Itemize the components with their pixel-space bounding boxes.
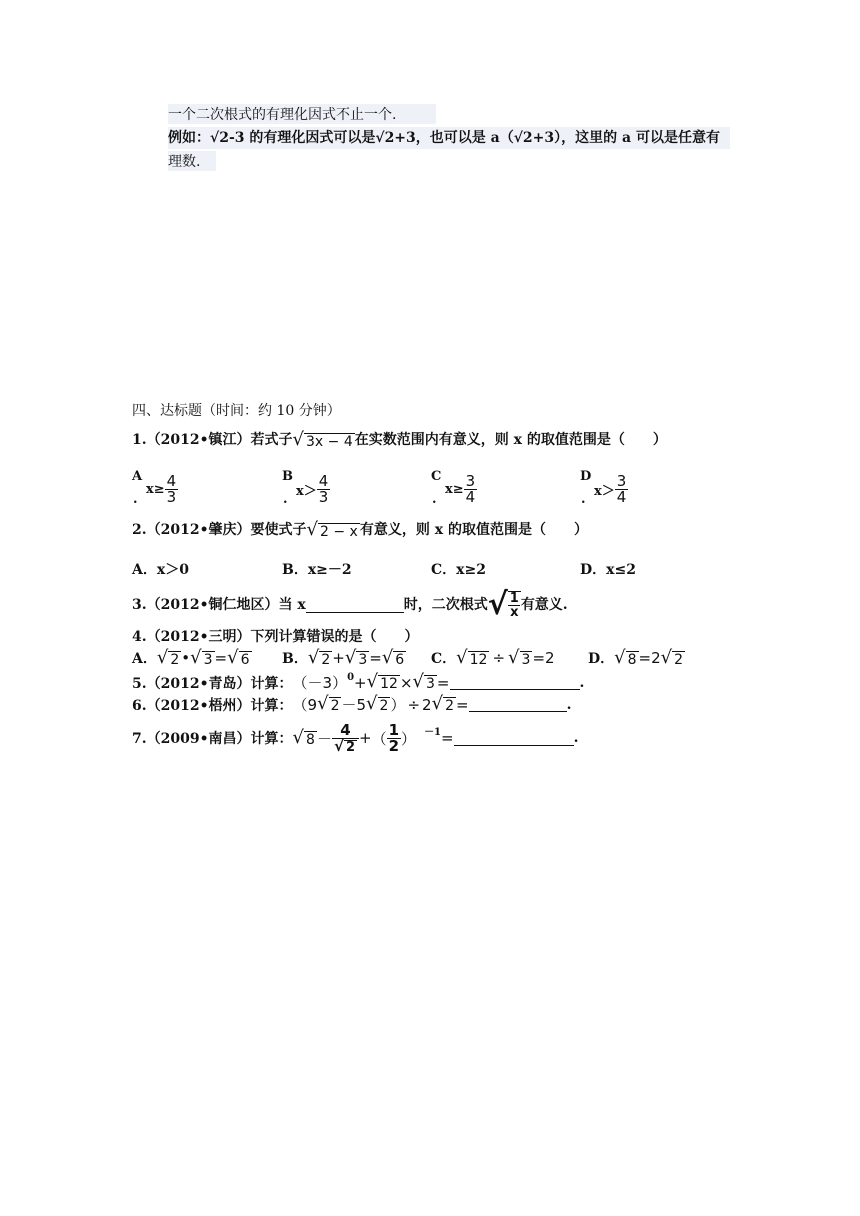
- q4-a-radicand-2: 3: [203, 651, 213, 668]
- q6-end: .: [566, 696, 572, 713]
- q1-option-b-label: B: [282, 469, 293, 484]
- q6-eq: =: [455, 695, 469, 714]
- q4-c-op: ÷: [492, 649, 506, 667]
- question-5: [132, 672, 584, 693]
- q7-sup: －1: [424, 726, 442, 738]
- intro-text-1: 一个二次根式的有理化因式不止一个.: [168, 107, 397, 123]
- q6-radicand-1: 2: [330, 698, 340, 714]
- q4-c-radical-2: √ 3: [508, 646, 531, 668]
- q1-option-d-dot: .: [581, 492, 586, 507]
- q6-div: ÷: [407, 695, 421, 714]
- q7-frac-den-radicand: 2: [345, 739, 356, 755]
- q4-c-eq: =2: [532, 649, 555, 667]
- q7-frac-num: 4: [340, 720, 351, 739]
- q7-frac: [332, 720, 359, 755]
- question-3: [132, 587, 568, 622]
- q4-a-radical-2: √ 3: [190, 646, 213, 668]
- q4-b-radicand-1: 2: [321, 651, 331, 668]
- q4-d-radical-1: √ 8: [614, 646, 637, 668]
- q2-option-d-text: D．x≤2: [580, 562, 636, 578]
- q4-b-radicand-3: 6: [395, 651, 405, 668]
- q4-a-radicand-3: 6: [240, 651, 250, 668]
- q4-option-a-label: A．: [132, 651, 157, 667]
- q1-option-b-dot: .: [283, 492, 288, 507]
- q6-radical-2: √ 2: [366, 693, 389, 714]
- q4-b-radical-3: √ 6: [381, 646, 405, 668]
- q1-radicand: 3x − 4: [306, 433, 353, 450]
- q5-plus: +: [354, 673, 367, 692]
- q7-eq: =: [441, 729, 454, 747]
- intro-text-3: 理数.: [168, 154, 201, 170]
- q2-radical: √ 2 − x: [306, 518, 358, 540]
- q1-option-b-den: 3: [318, 488, 329, 506]
- q7-end: .: [573, 730, 579, 746]
- q2-prefix: 2.（2012•肇庆）要使式子: [132, 522, 307, 538]
- q1-option-d-rel: x＞: [594, 484, 615, 499]
- q2-option-a-text: A．x＞0: [132, 562, 189, 578]
- q1-prefix: 1.（2012•镇江）若式子: [132, 432, 293, 448]
- q6-answer-blank[interactable]: [469, 697, 567, 712]
- q1-option-a[interactable]: [132, 470, 252, 510]
- q4-c-radicand-1: 12: [469, 651, 488, 668]
- q2-option-d[interactable]: [580, 559, 636, 579]
- q4-a-op: •: [181, 649, 191, 667]
- q7-answer-blank[interactable]: [454, 731, 574, 746]
- q3-answer-blank[interactable]: [306, 598, 404, 613]
- q1-option-a-num: 4: [166, 472, 177, 490]
- q4-option-d[interactable]: [588, 648, 685, 668]
- q2-option-b-text: B．x≥－2: [282, 562, 352, 578]
- q4-b-op: +: [332, 649, 345, 667]
- q1-option-c-label: C: [431, 469, 442, 484]
- intro-line-2: [168, 127, 730, 149]
- question-1: [132, 430, 667, 450]
- q1-option-b-rel: x＞: [296, 484, 317, 499]
- q4-d-radicand-1: 8: [627, 651, 637, 668]
- q6-open: （9: [292, 696, 318, 714]
- q5-eq: =: [436, 673, 450, 692]
- q5-radicand-2: 3: [426, 676, 435, 692]
- q5-sup: 0: [347, 672, 355, 683]
- q4-c-radical-1: √ 12: [456, 646, 488, 668]
- q1-option-c-frac: [464, 474, 478, 505]
- question-2: [132, 520, 588, 540]
- q1-option-d-num: 3: [616, 472, 627, 490]
- q3-radical: √ $\frac{1}{x}$: [487, 587, 519, 622]
- question-6: [132, 694, 571, 715]
- q4-d-radical-2: √ 2: [660, 646, 684, 668]
- q7-paren-close: ）: [401, 729, 417, 748]
- q4-d-radicand-2: 2: [674, 651, 684, 668]
- intro-text-2: 例如：√2-3 的有理化因式可以是√2+3，也可以是 a（√2+3），这里的 a 可以是任意有: [168, 130, 720, 146]
- intro-line-3: [168, 151, 216, 171]
- q5-prefix: 5.（2012•青岛）计算：: [132, 675, 293, 692]
- q1-option-a-frac: [165, 474, 179, 505]
- q5-radical-2: √ 3: [412, 671, 435, 692]
- q6-radicand-2: 2: [379, 698, 389, 714]
- q1-radical: √ 3x − 4: [292, 428, 353, 450]
- q4-a-radicand-1: 2: [170, 651, 180, 668]
- q1-option-a-dot: .: [133, 492, 138, 507]
- q3-suffix: 有意义.: [520, 597, 568, 613]
- q3-frac-num: 1: [509, 591, 519, 606]
- q4-option-c[interactable]: [431, 648, 555, 668]
- q1-option-d-label: D: [580, 469, 592, 484]
- q2-option-b[interactable]: [282, 559, 352, 579]
- q6-close: ）: [390, 696, 406, 714]
- q7-radical-1: √ 8: [292, 726, 315, 748]
- q1-option-a-rel: x≥: [146, 482, 165, 497]
- question-7: [132, 718, 578, 758]
- q4-text: 4.（2012•三明）下列计算错误的是（ ）: [132, 629, 419, 645]
- q1-option-a-label: A: [132, 469, 143, 484]
- q5-answer-blank[interactable]: [450, 675, 580, 690]
- q2-option-c-text: C．x≥2: [431, 562, 486, 578]
- q4-a-eq: =: [214, 649, 228, 667]
- q1-option-b[interactable]: [282, 470, 402, 510]
- q4-b-eq: =: [369, 649, 382, 667]
- q7-frac-den: √ 2: [332, 738, 359, 754]
- q4-a-radical-1: √ 2: [156, 646, 180, 668]
- q7-prefix: 7.（2009•南昌）计算：: [132, 731, 293, 747]
- q4-d-eq: =2: [638, 649, 661, 667]
- q5-times: ×: [399, 673, 413, 692]
- q7-half-den: 2: [388, 736, 400, 755]
- q6-radical-3: √ 2: [431, 693, 454, 714]
- q4-option-d-label: D．: [588, 651, 615, 667]
- q4-b-radical-1: √ 2: [307, 646, 331, 668]
- q5-expr-a: （－3）: [292, 674, 348, 692]
- q1-option-d[interactable]: [580, 470, 700, 510]
- q7-radicand-1: 8: [306, 731, 315, 748]
- q1-option-c-rel: x≥: [445, 482, 464, 497]
- q4-option-c-label: C．: [431, 651, 457, 667]
- q1-option-c-den: 4: [465, 488, 476, 506]
- q2-suffix: 有意义，则 x 的取值范围是（ ）: [359, 522, 588, 538]
- q5-end: .: [579, 674, 585, 691]
- q1-option-d-den: 4: [616, 488, 627, 506]
- q4-option-a[interactable]: [132, 648, 252, 668]
- q2-radicand: 2 − x: [320, 523, 358, 540]
- q6-two: 2: [422, 695, 432, 714]
- q2-option-a[interactable]: [132, 559, 189, 579]
- q4-b-radical-2: √ 3: [344, 646, 368, 668]
- q6-radicand-3: 2: [445, 698, 454, 714]
- q3-frac-den: x: [510, 605, 519, 620]
- q4-option-b-label: B．: [282, 651, 308, 667]
- q1-option-c-dot: .: [432, 492, 437, 507]
- q6-minus: －5: [341, 696, 367, 714]
- q7-half-num: 1: [388, 720, 400, 739]
- q4-b-radicand-2: 3: [358, 651, 368, 668]
- question-4: [132, 626, 419, 646]
- q4-a-radical-3: √ 6: [227, 646, 250, 668]
- q1-option-b-frac: [317, 474, 331, 505]
- q1-option-c[interactable]: [431, 470, 551, 510]
- section-title-text: 四、达标题（时间：约 10 分钟）: [132, 403, 341, 419]
- q5-radicand-1: 12: [380, 676, 398, 692]
- q7-paren-open: （: [371, 729, 387, 748]
- q1-option-c-num: 3: [465, 472, 476, 490]
- section-title: [132, 400, 341, 420]
- q6-prefix: 6.（2012•梧州）计算：: [132, 697, 293, 714]
- q6-radical-1: √ 2: [317, 693, 340, 714]
- q7-half: [387, 720, 401, 755]
- q7-plus: +: [359, 729, 372, 747]
- q4-c-radicand-2: 3: [521, 651, 531, 668]
- q1-option-d-frac: [615, 474, 629, 505]
- q3-prefix: 3.（2012•铜仁地区）当 x: [132, 597, 306, 613]
- q5-radical-1: √ 12: [366, 671, 398, 692]
- intro-line-1: [168, 104, 436, 124]
- q4-option-b[interactable]: [282, 648, 406, 668]
- q1-suffix: 在实数范围内有意义，则 x 的取值范围是（ ）: [354, 432, 667, 448]
- q2-option-c[interactable]: [431, 559, 486, 579]
- q3-mid: 时，二次根式: [403, 597, 488, 613]
- q1-option-b-num: 4: [318, 472, 329, 490]
- q7-minus: －: [316, 729, 332, 748]
- q1-option-a-den: 3: [166, 488, 177, 506]
